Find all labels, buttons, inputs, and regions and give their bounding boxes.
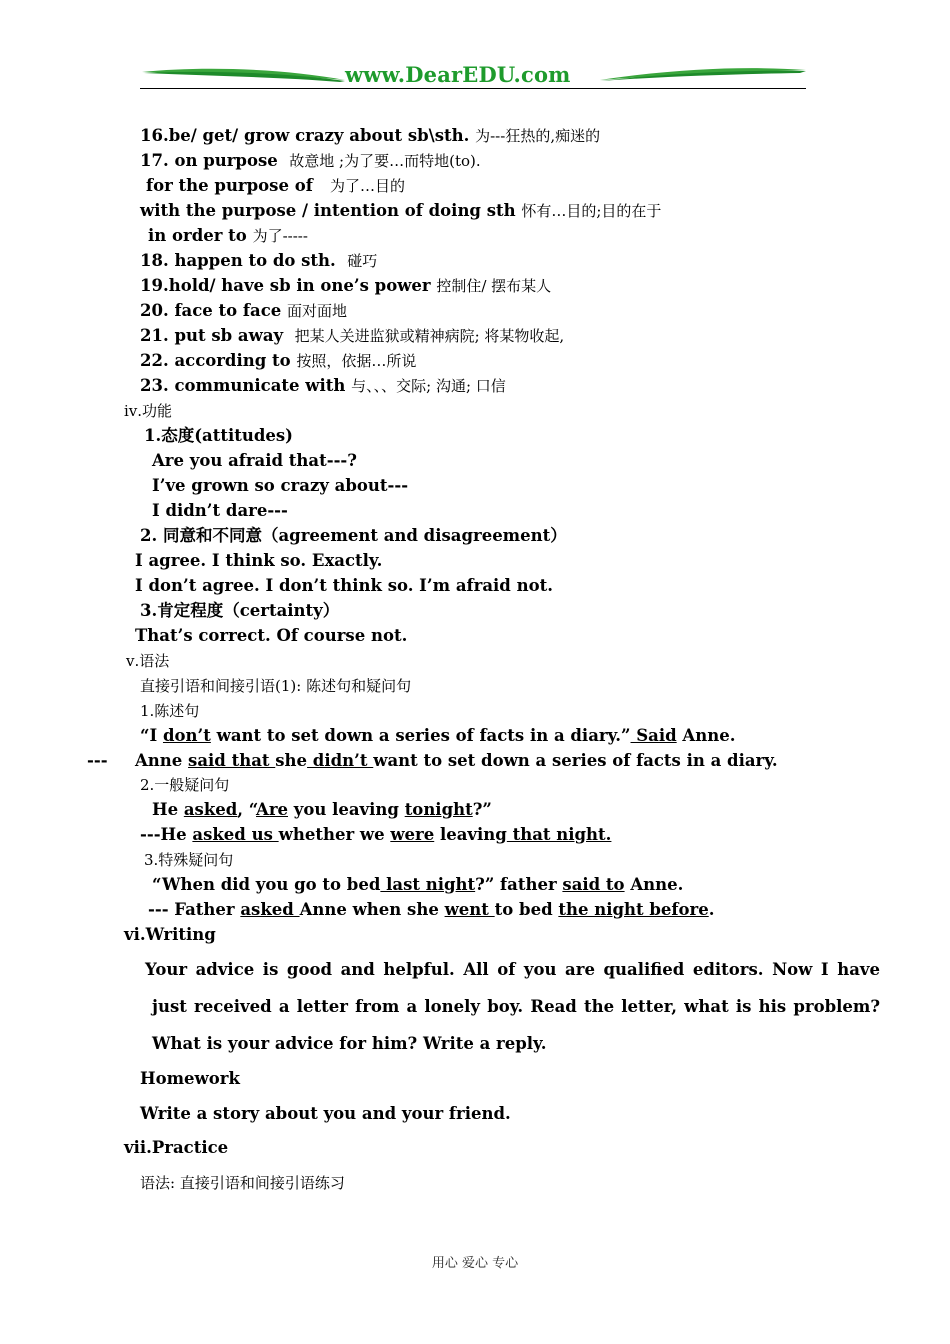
vocab-line-17c bbox=[140, 201, 661, 221]
example-line: I don’t agree. I don’t think so. I’m afraid not. bbox=[135, 576, 553, 595]
text: want to set down a series of facts in a diary. bbox=[373, 751, 778, 770]
writing-paragraph-line-2: just received a letter from a lonely boy. Read the letter, what is his problem? bbox=[152, 997, 880, 1016]
phrase-meaning: 碰巧 bbox=[347, 252, 378, 270]
grammar-example-indirect bbox=[135, 751, 778, 771]
grammar-example-indirect bbox=[140, 825, 611, 845]
example-line: That’s correct. Of course not. bbox=[135, 626, 408, 645]
text: ?” bbox=[472, 800, 492, 819]
underlined-text: Said bbox=[630, 726, 677, 745]
vocab-line-20 bbox=[140, 301, 347, 321]
homework-heading: Homework bbox=[140, 1069, 240, 1088]
page-footer: 用心 爱心 专心 bbox=[431, 1256, 519, 1271]
phrase: for the purpose of bbox=[146, 176, 313, 195]
underlined-text: that night. bbox=[506, 825, 612, 844]
underlined-text: asked us bbox=[192, 825, 279, 844]
underlined-text: went bbox=[444, 900, 495, 919]
text: you leaving bbox=[288, 800, 405, 819]
phrase-meaning: 为了…目的 bbox=[330, 177, 406, 195]
text: , “ bbox=[237, 800, 257, 819]
vocab-line-23 bbox=[140, 376, 506, 396]
phrase-meaning: 按照，依据…所说 bbox=[296, 352, 417, 370]
underlined-text: didn’t bbox=[307, 751, 374, 770]
phrase: 21. put sb away bbox=[140, 326, 284, 345]
phrase-meaning: 面对面地 bbox=[286, 302, 347, 320]
underlined-text: don’t bbox=[162, 726, 211, 745]
grammar-example-direct bbox=[152, 800, 492, 820]
text: . bbox=[708, 900, 715, 919]
page-header bbox=[140, 60, 810, 94]
section-heading-writing: ⅵ.Writing bbox=[124, 925, 216, 944]
text: to bed bbox=[494, 900, 559, 919]
underlined-text: last night bbox=[380, 875, 476, 894]
phrase-meaning: 把某人关进监狱或精神病院; 将某物收起, bbox=[294, 327, 565, 345]
grammar-example-direct bbox=[152, 875, 683, 895]
underlined-text: asked bbox=[240, 900, 300, 919]
text: --- Father bbox=[148, 900, 241, 919]
writing-paragraph-line-1: Your advice is good and helpful. All of you are qualified editors. Now I have bbox=[145, 960, 880, 979]
text: Anne when she bbox=[299, 900, 445, 919]
phrase-meaning: 为---狂热的,痴迷的 bbox=[475, 127, 601, 145]
text: she bbox=[275, 751, 308, 770]
underlined-text: said that bbox=[188, 751, 276, 770]
vocab-line-19 bbox=[140, 276, 551, 296]
text: ?” father bbox=[475, 875, 563, 894]
underlined-text: Are bbox=[256, 800, 289, 819]
text: He bbox=[152, 800, 184, 819]
text: “I bbox=[140, 726, 163, 745]
text: “When did you go to bed bbox=[152, 875, 381, 894]
phrase-meaning: 与、、、交际; 沟通; 口信 bbox=[351, 377, 506, 395]
grammar-example-indirect bbox=[148, 900, 714, 920]
phrase: 18. happen to do sth. bbox=[140, 251, 336, 270]
writing-paragraph-line-3: What is your advice for him? Write a reply. bbox=[152, 1034, 547, 1053]
text: want to set down a series of facts in a diary.” bbox=[210, 726, 631, 745]
grammar-subheading-statement: 1.陈述句 bbox=[140, 702, 200, 720]
function-heading-agreement: 2. 同意和不同意（agreement and disagreement） bbox=[140, 526, 567, 545]
phrase: 20. face to face bbox=[140, 301, 282, 320]
example-line: I agree. I think so. Exactly. bbox=[135, 551, 383, 570]
phrase: 19.hold/ have sb in one’s power bbox=[140, 276, 431, 295]
vocab-line-17d bbox=[148, 226, 308, 246]
phrase: 16.be/ get/ grow crazy about sb\sth. bbox=[140, 126, 470, 145]
phrase: 17. on purpose bbox=[140, 151, 278, 170]
example-line: Are you afraid that---? bbox=[152, 451, 357, 470]
phrase: with the purpose / intention of doing sth bbox=[140, 201, 516, 220]
grammar-subheading-yesno: 2.一般疑问句 bbox=[140, 776, 230, 794]
phrase: 23. communicate with bbox=[140, 376, 346, 395]
function-heading-attitudes: 1.态度(attitudes) bbox=[144, 426, 293, 445]
text: ---He bbox=[140, 825, 193, 844]
practice-task: 语法: 直接引语和间接引语练习 bbox=[140, 1174, 345, 1192]
function-heading-certainty: 3.肯定程度（certainty） bbox=[140, 601, 340, 620]
vocab-line-22 bbox=[140, 351, 416, 371]
vocab-line-17b bbox=[146, 176, 405, 196]
text: leaving bbox=[434, 825, 507, 844]
text: Anne. bbox=[624, 875, 684, 894]
example-line: I didn’t dare--- bbox=[152, 501, 288, 520]
text: Anne. bbox=[676, 726, 736, 745]
vocab-line-21 bbox=[140, 326, 564, 346]
underlined-text: the night before bbox=[558, 900, 709, 919]
phrase-meaning: 为了----- bbox=[252, 227, 308, 245]
homework-task: Write a story about you and your friend. bbox=[140, 1104, 511, 1123]
grammar-example-direct bbox=[140, 726, 735, 746]
phrase: 22. according to bbox=[140, 351, 291, 370]
underlined-text: asked bbox=[183, 800, 238, 819]
phrase-meaning: 控制住/ 摆布某人 bbox=[436, 277, 552, 295]
grammar-subheading-wh: 3.特殊疑问句 bbox=[144, 851, 234, 869]
section-heading-grammar: ⅴ.语法 bbox=[126, 652, 170, 670]
vocab-line-16 bbox=[140, 126, 600, 146]
vocab-line-17 bbox=[140, 151, 481, 171]
text: whether we bbox=[278, 825, 391, 844]
phrase-meaning: 故意地 ;为了要…而特地(to). bbox=[289, 152, 481, 170]
header-rule bbox=[140, 88, 806, 89]
phrase: in order to bbox=[148, 226, 247, 245]
section-heading-practice: ⅶ.Practice bbox=[124, 1138, 229, 1157]
phrase-meaning: 怀有…目的;目的在于 bbox=[521, 202, 662, 220]
section-heading-functions: ⅳ.功能 bbox=[124, 402, 173, 420]
underlined-text: tonight bbox=[404, 800, 473, 819]
grammar-example-dash: --- bbox=[87, 751, 108, 770]
example-line: I’ve grown so crazy about--- bbox=[152, 476, 409, 495]
text: Anne bbox=[135, 751, 189, 770]
grammar-topic: 直接引语和间接引语(1): 陈述句和疑问句 bbox=[140, 677, 412, 695]
site-logo: www.DearEDU.com bbox=[345, 62, 571, 87]
vocab-line-18 bbox=[140, 251, 377, 271]
underlined-text: said to bbox=[562, 875, 625, 894]
underlined-text: were bbox=[390, 825, 435, 844]
